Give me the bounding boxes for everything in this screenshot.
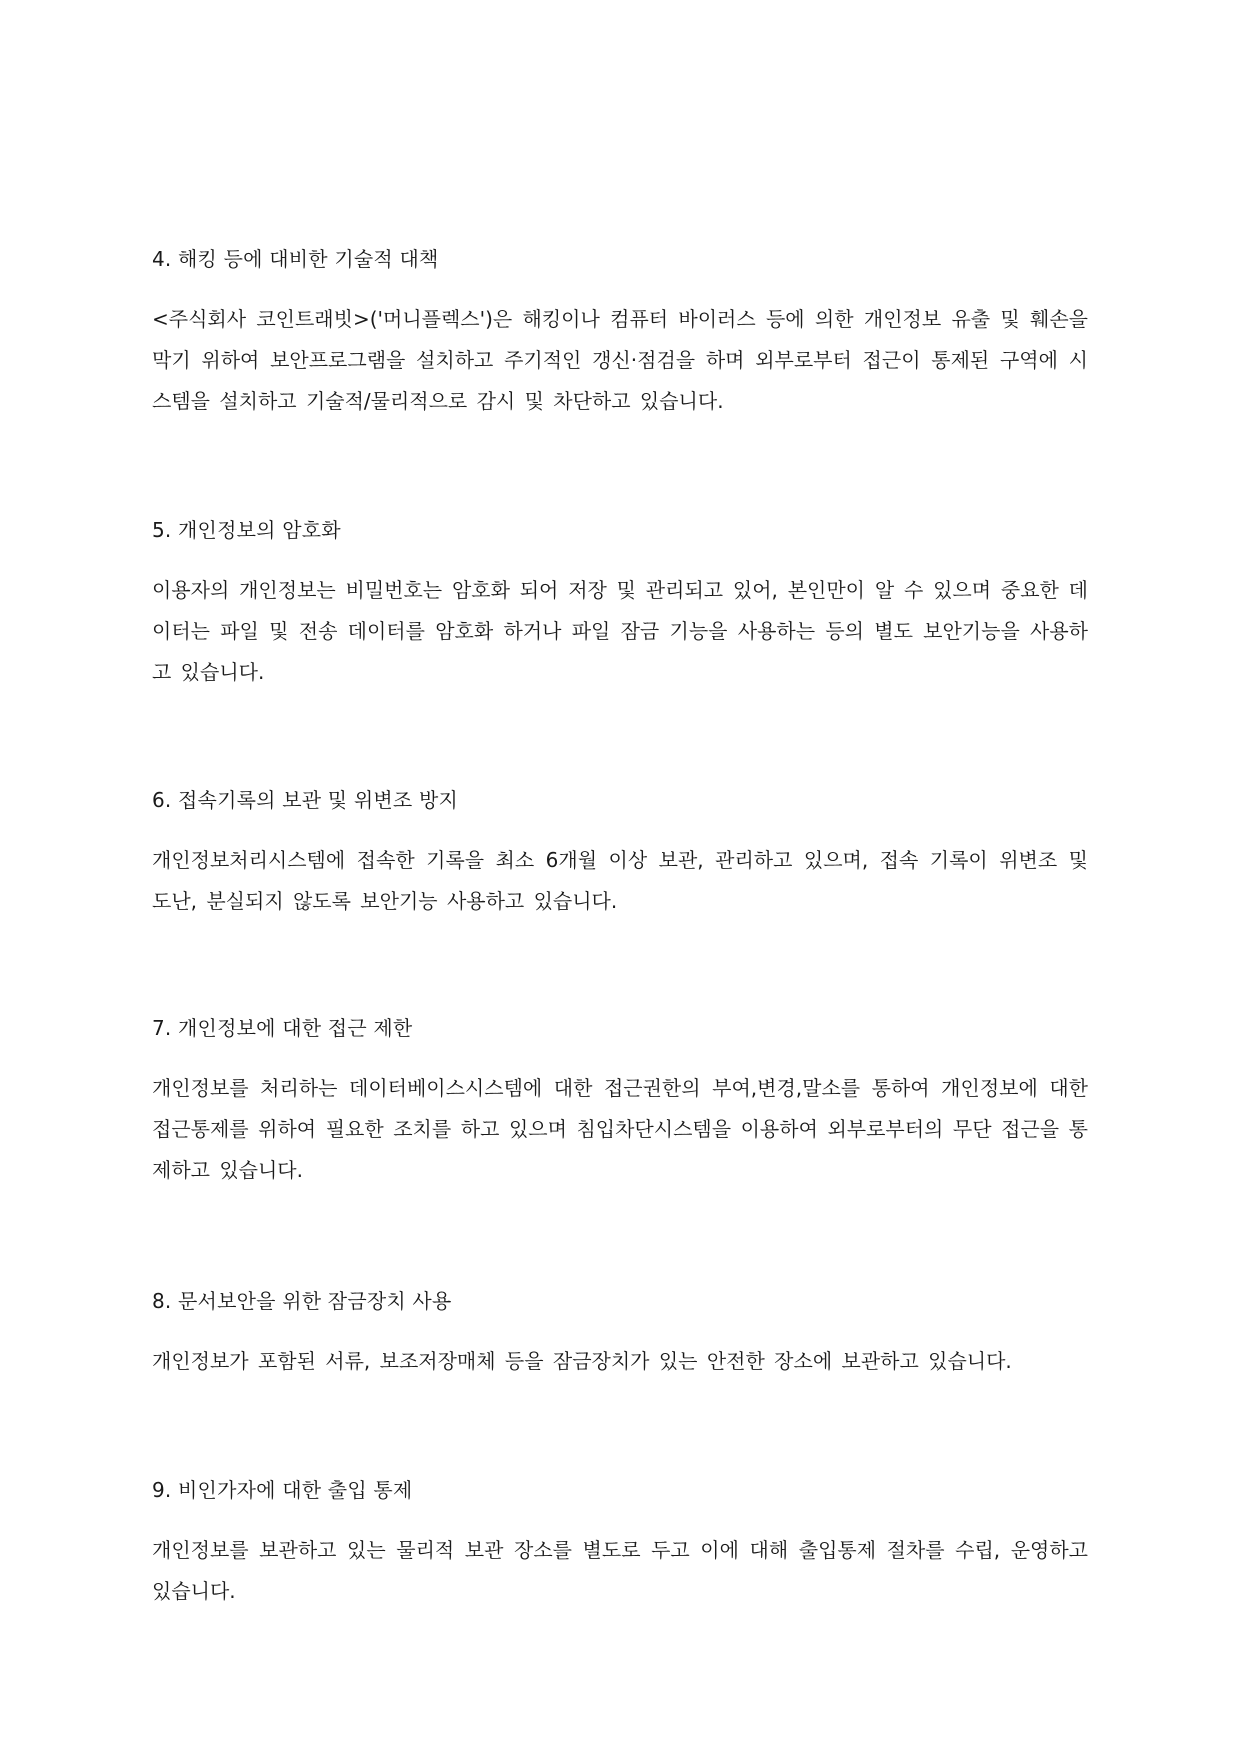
section-heading: 7. 개인정보에 대한 접근 제한 [152, 1016, 413, 1040]
section-body: <주식회사 코인트래빗>('머니플렉스')은 해킹이나 컴퓨터 바이러스 등에 의한 개인정보 유출 및 훼손을 막기 위하여 보안프로그램을 설치하고 주기적인 갱신·점검을 하며 외부로부터 접근이 통제된 구역에 시스템을 설치하고 기술적/물리적으로 감시 및 차단하고 있습니다. [152, 307, 1088, 413]
section-body: 개인정보처리시스템에 접속한 기록을 최소 6개월 이상 보관, 관리하고 있으며, 접속 기록이 위변조 및 도난, 분실되지 않도록 보안기능 사용하고 있습니다. [152, 848, 1088, 913]
section-heading: 8. 문서보안을 위한 잠금장치 사용 [152, 1289, 452, 1313]
section-body: 개인정보를 보관하고 있는 물리적 보관 장소를 별도로 두고 이에 대해 출입통제 절차를 수립, 운영하고 있습니다. [152, 1538, 1088, 1603]
section-encryption [152, 516, 1088, 693]
section-body: 이용자의 개인정보는 비밀번호는 암호화 되어 저장 및 관리되고 있어, 본인만이 알 수 있으며 중요한 데이터는 파일 및 전송 데이터를 암호화 하거나 파일 잠금 기능을 사용하는 등의 별도 보안기능을 사용하고 있습니다. [152, 578, 1088, 684]
section-heading: 9. 비인가자에 대한 출입 통제 [152, 1478, 413, 1502]
section-entry-control [152, 1476, 1088, 1612]
section-body: 개인정보를 처리하는 데이터베이스시스템에 대한 접근권한의 부여,변경,말소를 통하여 개인정보에 대한 접근통제를 위하여 필요한 조치를 하고 있으며 침입차단시스템을 이용하여 외부로부터의 무단 접근을 통제하고 있습니다. [152, 1076, 1088, 1182]
section-access-log-retention [152, 786, 1088, 922]
section-body: 개인정보가 포함된 서류, 보조저장매체 등을 잠금장치가 있는 안전한 장소에 보관하고 있습니다. [152, 1349, 1012, 1373]
section-hacking-countermeasures [152, 245, 1088, 422]
section-heading: 6. 접속기록의 보관 및 위변조 방지 [152, 788, 459, 812]
section-heading: 5. 개인정보의 암호화 [152, 518, 341, 542]
section-document-locking [152, 1287, 1088, 1382]
section-access-restriction [152, 1014, 1088, 1191]
section-heading: 4. 해킹 등에 대비한 기술적 대책 [152, 247, 439, 271]
